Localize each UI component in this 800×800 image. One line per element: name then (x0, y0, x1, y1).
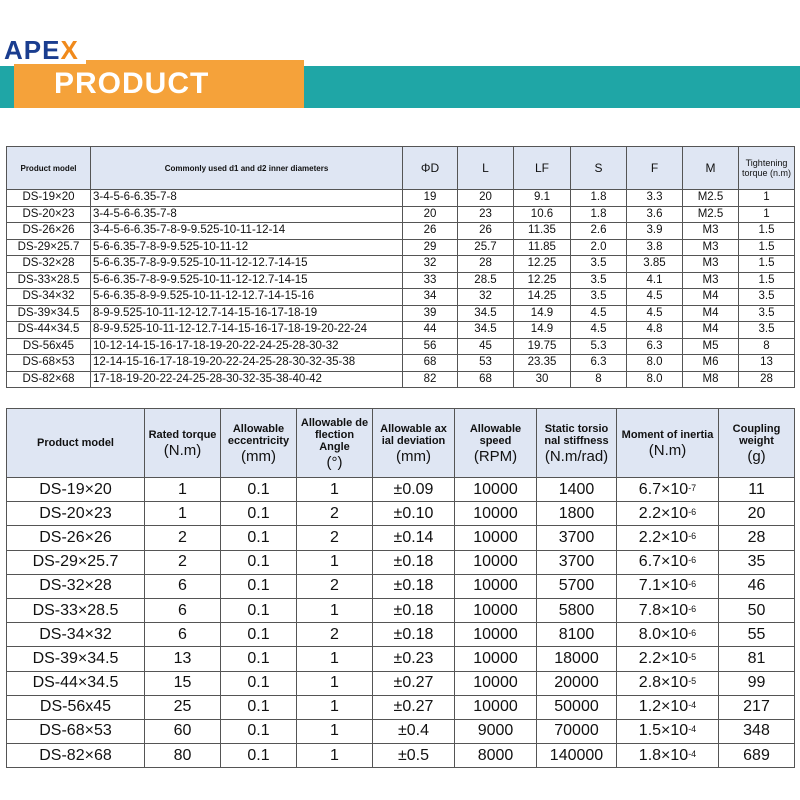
cell-ecc: 0.1 (221, 647, 297, 671)
cell-lf: 23.35 (514, 355, 571, 372)
cell-m: M2.5 (683, 206, 739, 223)
cell-ecc: 0.1 (221, 526, 297, 550)
cell-angle: 2 (297, 526, 373, 550)
cell-weight: 35 (719, 550, 795, 574)
cell-angle: 1 (297, 719, 373, 743)
cell-s: 3.5 (571, 256, 627, 273)
perf-header-1: Rated torque (N.m) (145, 409, 221, 478)
cell-tightening-torque: 3.5 (739, 305, 795, 322)
cell-inertia: $2.8\times 10^{-5}$ (617, 671, 719, 695)
performance-row (7, 623, 795, 647)
cell-l: 32 (458, 289, 514, 306)
section-title: PRODUCT (54, 67, 210, 100)
cell-torque: 1 (145, 478, 221, 502)
cell-model: DS-44×34.5 (7, 322, 91, 339)
cell-f: 3.6 (627, 206, 683, 223)
cell-phi-d: 19 (403, 190, 458, 207)
cell-torque: 25 (145, 695, 221, 719)
dimensions-table (6, 146, 795, 388)
cell-angle: 1 (297, 695, 373, 719)
performance-row (7, 502, 795, 526)
dimensions-header-row (7, 147, 795, 190)
cell-diameters: 17-18-19-20-22-24-25-28-30-32-35-38-40-42 (91, 371, 403, 388)
cell-speed: 8000 (455, 744, 537, 768)
cell-model: DS-44×34.5 (7, 671, 145, 695)
cell-inertia: $2.2\times 10^{-6}$ (617, 526, 719, 550)
cell-angle: 1 (297, 478, 373, 502)
perf-header-4: Allowable ax ial deviation (mm) (373, 409, 455, 478)
cell-f: 4.1 (627, 272, 683, 289)
header-lf: LF (514, 147, 571, 190)
cell-model: DS-39×34.5 (7, 305, 91, 322)
cell-s: 1.8 (571, 190, 627, 207)
cell-s: 8 (571, 371, 627, 388)
cell-tightening-torque: 1 (739, 190, 795, 207)
cell-weight: 20 (719, 502, 795, 526)
cell-ecc: 0.1 (221, 502, 297, 526)
cell-ecc: 0.1 (221, 695, 297, 719)
cell-torque: 6 (145, 598, 221, 622)
cell-torque: 1 (145, 502, 221, 526)
cell-f: 3.85 (627, 256, 683, 273)
cell-f: 4.5 (627, 305, 683, 322)
cell-axial: ±0.18 (373, 598, 455, 622)
cell-model: DS-29×25.7 (7, 239, 91, 256)
cell-s: 3.5 (571, 272, 627, 289)
cell-model: DS-82×68 (7, 371, 91, 388)
performance-row (7, 550, 795, 574)
cell-lf: 30 (514, 371, 571, 388)
cell-speed: 10000 (455, 695, 537, 719)
cell-s: 2.0 (571, 239, 627, 256)
cell-inertia: $6.7\times 10^{-7}$ (617, 478, 719, 502)
cell-weight: 50 (719, 598, 795, 622)
cell-model: DS-19×20 (7, 190, 91, 207)
cell-f: 3.8 (627, 239, 683, 256)
cell-tightening-torque: 13 (739, 355, 795, 372)
cell-diameters: 5-6-6.35-7-8-9-9.525-10-11-12-12.7-14-15 (91, 272, 403, 289)
cell-stiff: 140000 (537, 744, 617, 768)
cell-lf: 10.6 (514, 206, 571, 223)
perf-header-7: Moment of inertia (N.m) (617, 409, 719, 478)
cell-s: 1.8 (571, 206, 627, 223)
cell-weight: 46 (719, 574, 795, 598)
cell-stiff: 1800 (537, 502, 617, 526)
cell-l: 20 (458, 190, 514, 207)
cell-tightening-torque: 3.5 (739, 322, 795, 339)
performance-table (6, 408, 795, 768)
cell-diameters: 12-14-15-16-17-18-19-20-22-24-25-28-30-32-35-38 (91, 355, 403, 372)
cell-model: DS-34×32 (7, 623, 145, 647)
cell-weight: 217 (719, 695, 795, 719)
cell-weight: 348 (719, 719, 795, 743)
cell-diameters: 5-6-6.35-7-8-9-9.525-10-11-12-12.7-14-15 (91, 256, 403, 273)
cell-angle: 2 (297, 623, 373, 647)
cell-l: 23 (458, 206, 514, 223)
cell-speed: 9000 (455, 719, 537, 743)
cell-weight: 55 (719, 623, 795, 647)
cell-angle: 1 (297, 671, 373, 695)
cell-lf: 11.35 (514, 223, 571, 240)
dimensions-row (7, 256, 795, 273)
cell-phi-d: 20 (403, 206, 458, 223)
cell-lf: 14.25 (514, 289, 571, 306)
cell-ecc: 0.1 (221, 550, 297, 574)
cell-inertia: $1.5\times 10^{-4}$ (617, 719, 719, 743)
cell-stiff: 8100 (537, 623, 617, 647)
cell-model: DS-68×53 (7, 355, 91, 372)
cell-torque: 15 (145, 671, 221, 695)
header-f: F (627, 147, 683, 190)
cell-s: 4.5 (571, 305, 627, 322)
cell-inertia: $7.8\times 10^{-6}$ (617, 598, 719, 622)
cell-m: M6 (683, 355, 739, 372)
dimensions-row (7, 272, 795, 289)
cell-axial: ±0.4 (373, 719, 455, 743)
cell-l: 68 (458, 371, 514, 388)
cell-ecc: 0.1 (221, 623, 297, 647)
section-title-tab (14, 60, 304, 108)
cell-tightening-torque: 1.5 (739, 223, 795, 240)
cell-angle: 1 (297, 744, 373, 768)
cell-stiff: 3700 (537, 526, 617, 550)
cell-inertia: $8.0\times 10^{-6}$ (617, 623, 719, 647)
cell-m: M3 (683, 272, 739, 289)
cell-axial: ±0.27 (373, 695, 455, 719)
cell-phi-d: 34 (403, 289, 458, 306)
cell-phi-d: 56 (403, 338, 458, 355)
cell-inertia: $7.1\times 10^{-6}$ (617, 574, 719, 598)
cell-phi-d: 26 (403, 223, 458, 240)
cell-lf: 12.25 (514, 272, 571, 289)
cell-weight: 81 (719, 647, 795, 671)
cell-m: M5 (683, 338, 739, 355)
cell-phi-d: 32 (403, 256, 458, 273)
cell-f: 8.0 (627, 355, 683, 372)
cell-speed: 10000 (455, 647, 537, 671)
cell-weight: 99 (719, 671, 795, 695)
cell-ecc: 0.1 (221, 719, 297, 743)
perf-header-3: Allowable de flection Angle (°) (297, 409, 373, 478)
cell-s: 2.6 (571, 223, 627, 240)
cell-axial: ±0.18 (373, 574, 455, 598)
performance-row (7, 478, 795, 502)
cell-weight: 28 (719, 526, 795, 550)
cell-l: 34.5 (458, 305, 514, 322)
cell-tightening-torque: 1 (739, 206, 795, 223)
performance-row (7, 671, 795, 695)
cell-model: DS-26×26 (7, 223, 91, 240)
header-s: S (571, 147, 627, 190)
cell-speed: 10000 (455, 550, 537, 574)
cell-tightening-torque: 1.5 (739, 239, 795, 256)
cell-tightening-torque: 8 (739, 338, 795, 355)
cell-model: DS-20×23 (7, 206, 91, 223)
cell-m: M3 (683, 239, 739, 256)
cell-model: DS-33×28.5 (7, 598, 145, 622)
cell-l: 28 (458, 256, 514, 273)
performance-row (7, 744, 795, 768)
cell-l: 26 (458, 223, 514, 240)
cell-l: 25.7 (458, 239, 514, 256)
cell-axial: ±0.18 (373, 623, 455, 647)
performance-header-row (7, 409, 795, 478)
cell-speed: 10000 (455, 574, 537, 598)
cell-m: M2.5 (683, 190, 739, 207)
cell-phi-d: 33 (403, 272, 458, 289)
performance-row (7, 574, 795, 598)
dimensions-row (7, 322, 795, 339)
cell-speed: 10000 (455, 526, 537, 550)
performance-row (7, 526, 795, 550)
header-m: M (683, 147, 739, 190)
cell-diameters: 5-6-6.35-7-8-9-9.525-10-11-12 (91, 239, 403, 256)
cell-model: DS-82×68 (7, 744, 145, 768)
dimensions-row (7, 355, 795, 372)
cell-angle: 1 (297, 598, 373, 622)
cell-inertia: $1.2\times 10^{-4}$ (617, 695, 719, 719)
cell-lf: 19.75 (514, 338, 571, 355)
cell-speed: 10000 (455, 671, 537, 695)
cell-f: 8.0 (627, 371, 683, 388)
cell-stiff: 70000 (537, 719, 617, 743)
cell-angle: 2 (297, 502, 373, 526)
cell-lf: 9.1 (514, 190, 571, 207)
cell-axial: ±0.10 (373, 502, 455, 526)
cell-model: DS-32×28 (7, 574, 145, 598)
cell-model: DS-26×26 (7, 526, 145, 550)
cell-stiff: 50000 (537, 695, 617, 719)
cell-torque: 6 (145, 623, 221, 647)
cell-speed: 10000 (455, 478, 537, 502)
cell-torque: 13 (145, 647, 221, 671)
cell-axial: ±0.23 (373, 647, 455, 671)
cell-f: 3.9 (627, 223, 683, 240)
cell-torque: 2 (145, 550, 221, 574)
cell-s: 4.5 (571, 322, 627, 339)
dimensions-row (7, 190, 795, 207)
perf-header-0: Product model (7, 409, 145, 478)
cell-model: DS-33×28.5 (7, 272, 91, 289)
cell-diameters: 3-4-5-6-6.35-7-8 (91, 190, 403, 207)
cell-m: M3 (683, 223, 739, 240)
performance-row (7, 695, 795, 719)
cell-stiff: 1400 (537, 478, 617, 502)
cell-m: M3 (683, 256, 739, 273)
cell-stiff: 3700 (537, 550, 617, 574)
cell-m: M4 (683, 305, 739, 322)
cell-s: 6.3 (571, 355, 627, 372)
cell-torque: 60 (145, 719, 221, 743)
cell-axial: ±0.18 (373, 550, 455, 574)
cell-l: 45 (458, 338, 514, 355)
cell-axial: ±0.09 (373, 478, 455, 502)
cell-phi-d: 68 (403, 355, 458, 372)
cell-l: 28.5 (458, 272, 514, 289)
cell-tightening-torque: 1.5 (739, 272, 795, 289)
cell-stiff: 5800 (537, 598, 617, 622)
cell-lf: 14.9 (514, 322, 571, 339)
cell-stiff: 20000 (537, 671, 617, 695)
cell-stiff: 18000 (537, 647, 617, 671)
cell-model: DS-56x45 (7, 338, 91, 355)
cell-phi-d: 82 (403, 371, 458, 388)
cell-ecc: 0.1 (221, 574, 297, 598)
cell-lf: 11.85 (514, 239, 571, 256)
cell-f: 6.3 (627, 338, 683, 355)
cell-f: 4.5 (627, 289, 683, 306)
cell-angle: 1 (297, 647, 373, 671)
cell-model: DS-19×20 (7, 478, 145, 502)
cell-model: DS-32×28 (7, 256, 91, 273)
header-tightening-torque: Tightening torque (n.m) (739, 147, 795, 190)
cell-ecc: 0.1 (221, 671, 297, 695)
cell-l: 53 (458, 355, 514, 372)
cell-m: M4 (683, 322, 739, 339)
cell-angle: 1 (297, 550, 373, 574)
cell-diameters: 8-9-9.525-10-11-12-12.7-14-15-16-17-18-19-20-22-24 (91, 322, 403, 339)
dimensions-row (7, 223, 795, 240)
cell-ecc: 0.1 (221, 744, 297, 768)
cell-inertia: $2.2\times 10^{-6}$ (617, 502, 719, 526)
cell-lf: 14.9 (514, 305, 571, 322)
cell-torque: 80 (145, 744, 221, 768)
cell-inertia: $6.7\times 10^{-6}$ (617, 550, 719, 574)
cell-s: 5.3 (571, 338, 627, 355)
cell-f: 3.3 (627, 190, 683, 207)
dimensions-row (7, 206, 795, 223)
header-product-model: Product model (7, 147, 91, 190)
cell-lf: 12.25 (514, 256, 571, 273)
cell-phi-d: 44 (403, 322, 458, 339)
perf-header-5: Allowable speed (RPM) (455, 409, 537, 478)
cell-angle: 2 (297, 574, 373, 598)
dimensions-row (7, 289, 795, 306)
cell-axial: ±0.27 (373, 671, 455, 695)
cell-m: M4 (683, 289, 739, 306)
cell-diameters: 3-4-5-6-6.35-7-8 (91, 206, 403, 223)
cell-stiff: 5700 (537, 574, 617, 598)
cell-l: 34.5 (458, 322, 514, 339)
cell-axial: ±0.5 (373, 744, 455, 768)
cell-diameters: 5-6-6.35-8-9-9.525-10-11-12-12.7-14-15-16 (91, 289, 403, 306)
cell-model: DS-39×34.5 (7, 647, 145, 671)
cell-speed: 10000 (455, 502, 537, 526)
cell-diameters: 8-9-9.525-10-11-12-12.7-14-15-16-17-18-19 (91, 305, 403, 322)
cell-phi-d: 29 (403, 239, 458, 256)
cell-tightening-torque: 3.5 (739, 289, 795, 306)
cell-torque: 2 (145, 526, 221, 550)
performance-row (7, 598, 795, 622)
cell-m: M8 (683, 371, 739, 388)
dimensions-row (7, 338, 795, 355)
perf-header-2: Allowable eccentricity (mm) (221, 409, 297, 478)
cell-model: DS-34×32 (7, 289, 91, 306)
header-phi-d: ΦD (403, 147, 458, 190)
cell-model: DS-68×53 (7, 719, 145, 743)
performance-row (7, 647, 795, 671)
cell-torque: 6 (145, 574, 221, 598)
cell-ecc: 0.1 (221, 598, 297, 622)
perf-header-6: Static torsio nal stiffness (N.m/rad) (537, 409, 617, 478)
cell-model: DS-56x45 (7, 695, 145, 719)
perf-header-8: Coupling weight (g) (719, 409, 795, 478)
cell-speed: 10000 (455, 598, 537, 622)
header-inner-diameters: Commonly used d1 and d2 inner diameters (91, 147, 403, 190)
cell-axial: ±0.14 (373, 526, 455, 550)
cell-inertia: $2.2\times 10^{-5}$ (617, 647, 719, 671)
header-l: L (458, 147, 514, 190)
cell-model: DS-20×23 (7, 502, 145, 526)
dimensions-row (7, 305, 795, 322)
cell-s: 3.5 (571, 289, 627, 306)
cell-inertia: $1.8\times 10^{-4}$ (617, 744, 719, 768)
dimensions-row (7, 239, 795, 256)
cell-ecc: 0.1 (221, 478, 297, 502)
cell-f: 4.8 (627, 322, 683, 339)
brand-logo: APEX (0, 34, 79, 66)
cell-speed: 10000 (455, 623, 537, 647)
cell-tightening-torque: 1.5 (739, 256, 795, 273)
cell-phi-d: 39 (403, 305, 458, 322)
cell-tightening-torque: 28 (739, 371, 795, 388)
performance-row (7, 719, 795, 743)
cell-weight: 689 (719, 744, 795, 768)
cell-model: DS-29×25.7 (7, 550, 145, 574)
cell-diameters: 10-12-14-15-16-17-18-19-20-22-24-25-28-30-32 (91, 338, 403, 355)
cell-weight: 11 (719, 478, 795, 502)
cell-diameters: 3-4-5-6-6.35-7-8-9-9.525-10-11-12-14 (91, 223, 403, 240)
dimensions-row (7, 371, 795, 388)
